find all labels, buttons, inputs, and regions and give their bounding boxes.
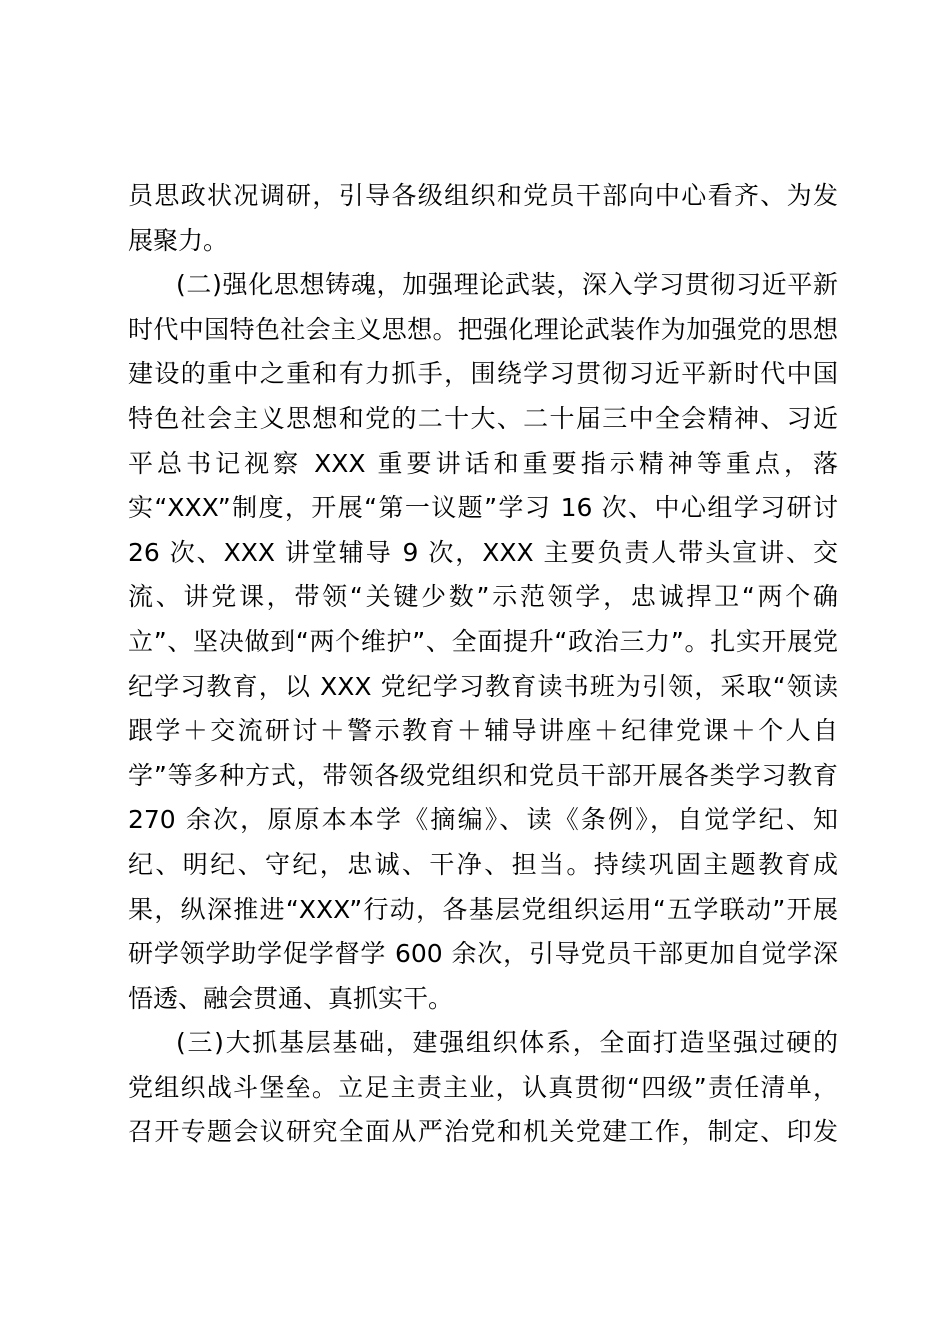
text-line: 流、讲党课，带领“关键少数”示范领学，忠诚捍卫“两个确 [128, 582, 838, 612]
text-line: 建设的重中之重和有力抓手，围绕学习贯彻习近平新时代中国 [128, 359, 838, 389]
text-line: 特色社会主义思想和党的二十大、二十届三中全会精神、习近 [128, 403, 838, 433]
text-line: 展聚力。 [128, 225, 229, 255]
body-text [128, 174, 838, 1155]
text-line: 纪学习教育，以 XXX 党纪学习教育读书班为引领，采取“领读 [128, 671, 838, 701]
text-line: 270 余次，原原本本学《摘编》、读《条例》，自觉学纪、知 [128, 805, 838, 835]
text-line: 跟学＋交流研讨＋警示教育＋辅导讲座＋纪律党课＋个人自 [128, 716, 838, 746]
text-line: 研学领学助学促学督学 600 余次，引导党员干部更加自觉学深 [128, 939, 838, 969]
text-line: 立”、坚决做到“两个维护”、全面提升“政治三力”。扎实开展党 [128, 626, 838, 656]
text-line: 时代中国特色社会主义思想。把强化理论武装作为加强党的思想 [128, 314, 838, 344]
text-line: 纪、明纪、守纪，忠诚、干净、担当。持续巩固主题教育成 [128, 849, 838, 879]
text-line: 召开专题会议研究全面从严治党和机关党建工作，制定、印发 [128, 1117, 838, 1147]
text-line: 平总书记视察 XXX 重要讲话和重要指示精神等重点，落 [128, 448, 838, 478]
text-line: 学”等多种方式，带领各级党组织和党员干部开展各类学习教育 [128, 760, 838, 790]
section-heading-line: (二)强化思想铸魂，加强理论武装，深入学习贯彻习近平新 [176, 270, 838, 300]
text-line: 果，纵深推进“XXX”行动，各基层党组织运用“五学联动”开展 [128, 894, 838, 924]
text-line: 悟透、融会贯通、真抓实干。 [128, 983, 454, 1013]
text-line: 实“XXX”制度，开展“第一议题”学习 16 次、中心组学习研讨 [128, 493, 838, 523]
text-line: 党组织战斗堡垒。立足主责主业，认真贯彻“四级”责任清单， [128, 1072, 838, 1102]
text-line: 员思政状况调研，引导各级组织和党员干部向中心看齐、为发 [128, 181, 838, 210]
section-heading-line: (三)大抓基层基础，建强组织体系，全面打造坚强过硬的 [176, 1028, 838, 1058]
text-line: 26 次、XXX 讲堂辅导 9 次，XXX 主要负责人带头宣讲、交 [128, 537, 838, 567]
